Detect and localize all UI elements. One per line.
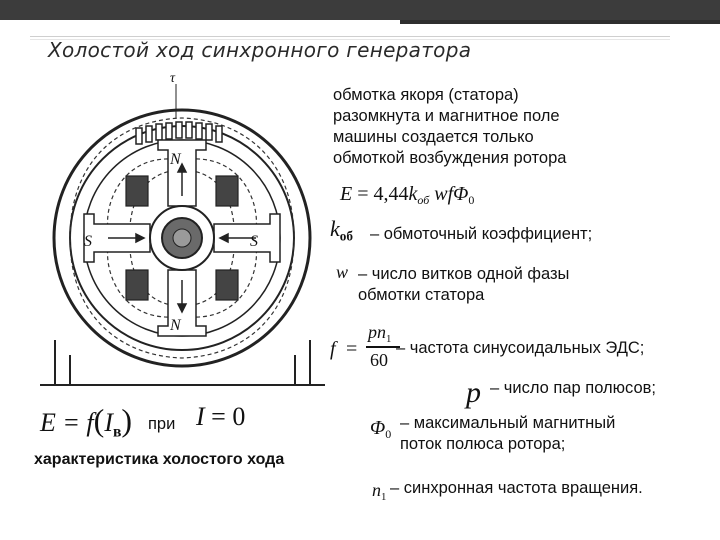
- char-var-sub: в: [113, 423, 122, 441]
- cond-var: I: [196, 402, 205, 431]
- intro-line-1: обмотка якоря (статора): [333, 86, 519, 104]
- characteristic-caption: характеристика холостого хода: [34, 451, 285, 468]
- pole-label-south-left: S: [84, 233, 92, 250]
- f-denominator: 60: [370, 350, 388, 370]
- characteristic-word: при: [148, 415, 176, 433]
- w-symbol: w: [336, 262, 349, 282]
- n1-letter: n: [372, 480, 381, 500]
- tau-label: τ: [170, 71, 176, 86]
- n1-text: – синхронная частота вращения.: [390, 479, 643, 497]
- w-text: – число витков одной фазы: [358, 265, 570, 283]
- kob-symbol: [330, 216, 353, 245]
- kob-text: – обмоточный коэффициент;: [370, 225, 593, 243]
- char-var: I: [104, 408, 113, 437]
- f-num: pn: [368, 322, 386, 342]
- phi-symbol: [370, 417, 391, 442]
- char-paren-open: (: [93, 402, 105, 438]
- w-text-2: обмотки статора: [358, 286, 485, 304]
- emf-formula: [340, 183, 474, 208]
- phi-text: – максимальный магнитный: [400, 414, 616, 432]
- page-title: Холостой ход синхронного генератора: [48, 38, 472, 62]
- emf-eq: = 4,44: [357, 183, 409, 205]
- kob-k: k: [330, 216, 340, 241]
- f-fraction-bar: [366, 346, 400, 348]
- f-num-sub: 1: [386, 332, 392, 345]
- phi-text-2: поток полюса ротора;: [400, 435, 566, 453]
- emf-k-sub: об: [417, 193, 430, 208]
- phi-sub: 0: [385, 427, 392, 442]
- p-symbol: p: [466, 376, 481, 409]
- phi-letter: Φ: [370, 417, 386, 439]
- characteristic-formula: [40, 402, 132, 441]
- intro-line-4: обмоткой возбуждения ротора: [333, 149, 567, 167]
- pole-label-north-top: N: [170, 151, 181, 168]
- machine-base: [40, 340, 325, 385]
- intro-line-3: машины создается только: [333, 128, 534, 146]
- emf-rest-sub: 0: [468, 193, 475, 208]
- f-symbol: f: [330, 338, 336, 360]
- p-text: – число пар полюсов;: [490, 379, 656, 397]
- shaft-center: [173, 229, 191, 247]
- n1-sub: 1: [381, 490, 387, 503]
- intro-line-2: разомкнута и магнитное поле: [333, 107, 560, 125]
- f-text: – частота синусоидальных ЭДС;: [396, 339, 645, 357]
- characteristic-condition: [196, 402, 245, 432]
- emf-lhs: E: [340, 183, 353, 205]
- f-numerator: [368, 322, 391, 345]
- n1-symbol: [372, 480, 386, 503]
- f-eq: =: [346, 338, 358, 360]
- kob-sub: об: [339, 228, 353, 244]
- char-lhs: E: [40, 408, 56, 437]
- pole-label-south-right: S: [250, 233, 258, 250]
- char-paren-close: ): [121, 402, 133, 438]
- cond-eq: = 0: [211, 402, 246, 431]
- emf-k: k: [408, 183, 418, 205]
- emf-rest: wfΦ: [434, 183, 469, 205]
- pole-label-north-bottom: N: [170, 317, 181, 334]
- char-eq: = f: [62, 408, 94, 437]
